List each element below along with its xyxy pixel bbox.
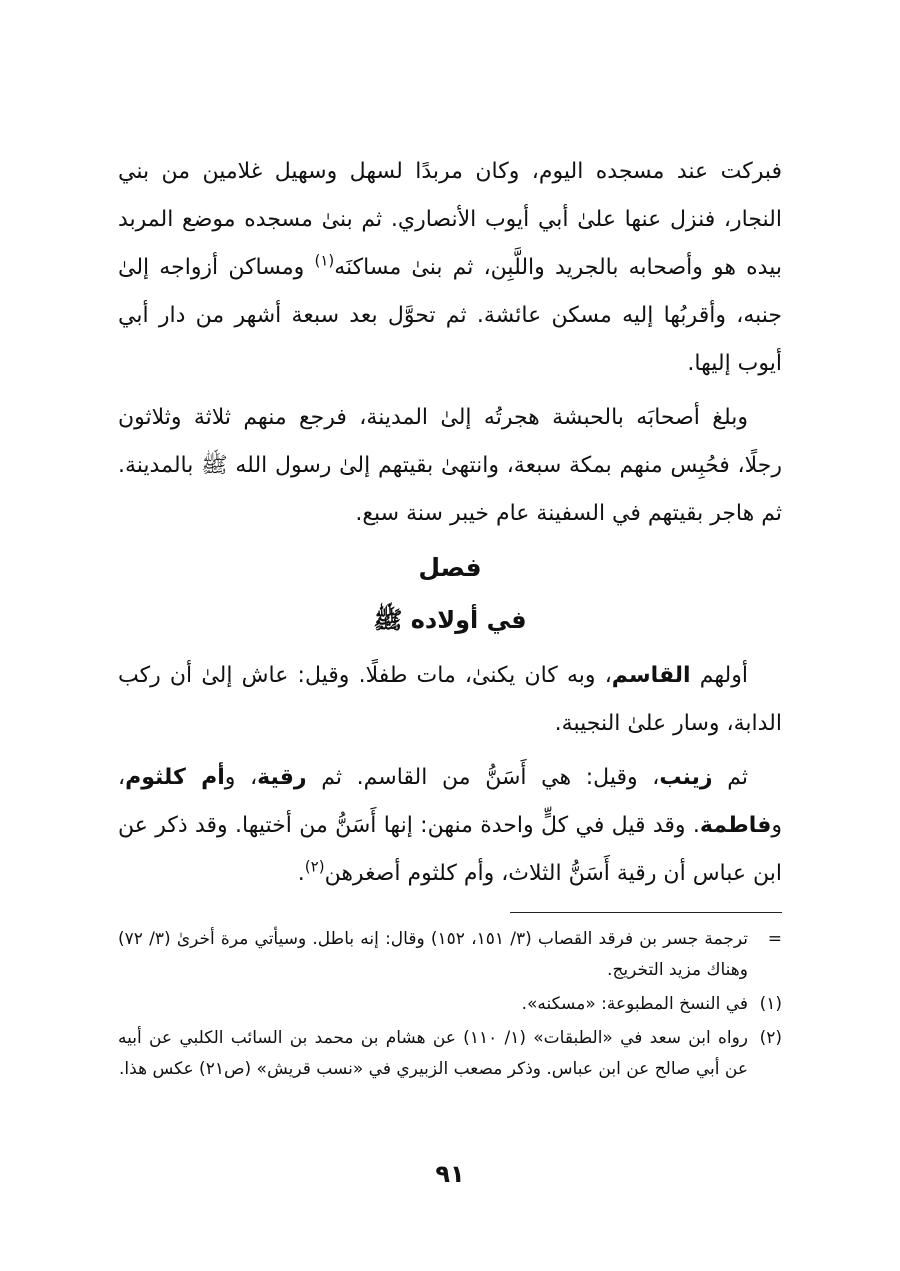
footnote-continued	[118, 924, 782, 986]
paragraph-1: فبركت عند مسجده اليوم، وكان مربدًا لسهل وسهيل غلامين من بني النجار، فنزل عنها علىٰ أبي أيوب الأنصاري. ثم بنىٰ مسجده موضع المربد بيده هو وأصحابه بالجريد واللَّبِن، ثم بنىٰ مساكنَه$^{(١)}$ ومساكن أزواجه إلىٰ جنبه، وأقربُها إليه مسكن عائشة. ثم تحوَّل بعد سبعة أشهر من دار أبي أيوب إليها.	[118, 159, 782, 376]
footnote-text: رواه ابن سعد في «الطبقات» (١/ ١١٠) عن هشام بن محمد بن السائب الكلبي عن أبيه عن أبي صالح عن ابن عباس. وذكر مصعب الزبيري في «نسب قريش» (ص٢١) عكس هذا.	[118, 1028, 748, 1079]
name-qasim: القاسم	[611, 663, 691, 688]
name-fatima: فاطمة	[699, 813, 772, 838]
footnote-mark: (١)	[759, 994, 782, 1014]
paragraph-3: أولهم القاسم، وبه كان يكنىٰ، مات طفلًا. وقيل: عاش إلىٰ أن ركب الدابة، وسار علىٰ النجيبة.	[118, 663, 782, 736]
name-umm-kulthum: أم كلثوم	[125, 765, 225, 790]
footnote-mark: =	[767, 929, 782, 949]
section-heading: فصل	[418, 553, 482, 582]
paragraph-4: ثم زينب، وقيل: هي أَسَنُّ من القاسم. ثم رقية، وأم كلثوم، وفاطمة. وقد قيل في كلٍّ واحدة منهن: إنها أَسَنُّ من أختيها. وقد ذكر عن ابن عباس أن رقية أَسَنُّ الثلاث، وأم كلثوم أصغرهن$^{(٢)}$.	[118, 765, 782, 886]
paragraph-2: وبلغ أصحابَه بالحبشة هجرتُه إلىٰ المدينة، فرجع منهم ثلاثة وثلاثون رجلًا، فحُبِس منهم بمكة سبعة، وانتهىٰ بقيتهم إلىٰ رسول الله ﷺ بالمدينة. ثم هاجر بقيتهم في السفينة عام خيبر سنة سبع.	[118, 405, 782, 526]
section-subheading: في أولاده ﷺ	[373, 606, 527, 634]
footnote-ref-1[interactable]: (١)	[314, 251, 335, 270]
footnote-text: في النسخ المطبوعة: «مسكنه».	[521, 994, 748, 1014]
footnote-ref-2[interactable]: (٢)	[304, 857, 325, 876]
footnote-mark: (٢)	[759, 1028, 782, 1048]
page-number: ٩١	[435, 1160, 465, 1188]
name-zaynab: زينب	[659, 765, 713, 790]
footnote-2	[118, 1023, 782, 1085]
footnote-text: ترجمة جسر بن فرقد القصاب (٣/ ١٥١، ١٥٢) وقال: إنه باطل. وسيأتي مرة أخرىٰ (٣/ ٧٢) وهناك مزيد التخريج.	[118, 929, 748, 980]
footnote-separator	[510, 912, 782, 913]
footnotes	[118, 924, 782, 1088]
name-ruqayya: رقية	[257, 765, 307, 790]
main-text	[118, 148, 782, 904]
footnote-1	[118, 989, 782, 1020]
